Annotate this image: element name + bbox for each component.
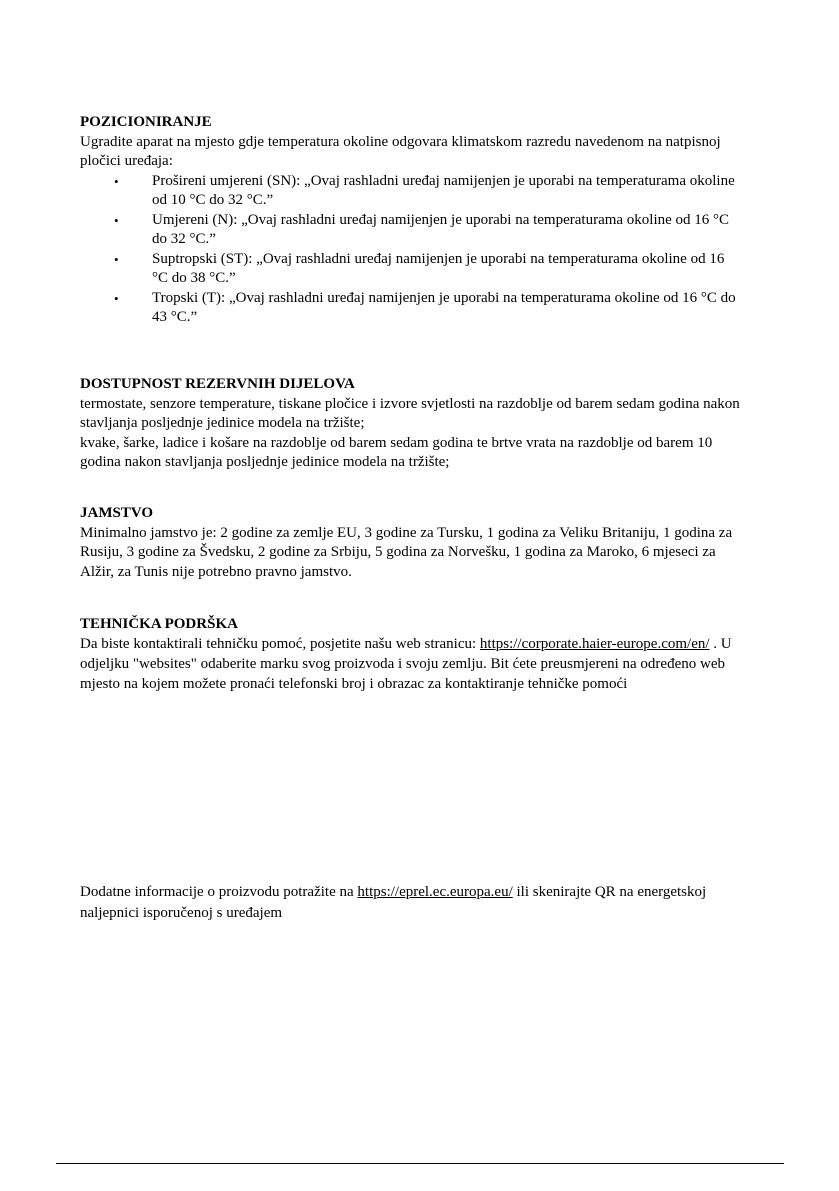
climate-class-list [80,172,740,328]
support-text-after: . U odjeljku "websites" odaberite marku svog proizvoda i svoju zemlju. Bit ćete preusmjereni na određeno web mjesto na kojem možete pronaći telefonski broj i obrazac za kontaktiranje tehničke pomoći [80,636,732,692]
list-item [80,172,740,211]
bullet-icon: • [114,251,119,267]
section-title-support: TEHNIČKA PODRŠKA [80,616,238,632]
bullet-icon: • [114,290,119,306]
more-info-text [80,882,740,924]
section-positioning [80,113,740,328]
climate-class-t: Tropski (T): „Ovaj rashladni uređaj namijenjen je uporabi na temperaturama okoline od 16 °C do 43 °C.” [152,289,736,325]
support-text-before: Da biste kontaktirali tehničku pomoć, posjetite našu web stranicu: [80,636,480,652]
section-warranty [80,504,740,582]
warranty-text: Minimalno jamstvo je: 2 godine za zemlje EU, 3 godine za Tursku, 1 godina za Veliku Britaniju, 1 godina za Rusiju, 3 godine za Švedsku, 2 godine za Srbiju, 5 godina za Norvešku, 1 godina za Maroko, 6 mjeseci za Alžir, za Tunis nije potrebno pravno jamstvo. [80,524,733,580]
eprel-link[interactable]: https://eprel.ec.europa.eu/ [357,884,513,900]
support-website-link[interactable]: https://corporate.haier-europe.com/en/ [479,636,710,652]
support-text [80,634,740,694]
section-support [80,614,740,694]
positioning-intro: Ugradite aparat na mjesto gdje temperatura okoline odgovara klimatskom razredu navedenom na natpisnoj pločici uređaja: [80,133,721,169]
footer-divider [56,1163,784,1164]
section-spare-parts [80,375,740,473]
section-title-spare-parts: DOSTUPNOST REZERVNIH DIJELOVA [80,376,355,392]
climate-class-n: Umjereni (N): „Ovaj rashladni uređaj namijenjen je uporabi na temperaturama okoline od 16 °C do 32 °C.” [152,211,730,247]
section-title-warranty: JAMSTVO [80,505,154,521]
bullet-icon: • [114,212,119,228]
spare-parts-line-1: termostate, senzore temperature, tiskane pločice i izvore svjetlosti na razdoblje od barem sedam godina nakon stavljanja posljednje jedinice modela na tržište; [80,395,740,431]
spare-parts-line-2: kvake, šarke, ladice i košare na razdoblje od barem sedam godina te brtve vrata na razdoblje od barem 10 godina nakon stavljanja posljednje jedinice modela na tržište; [80,434,713,470]
list-item [80,211,740,250]
list-item [80,250,740,289]
section-title-positioning: POZICIONIRANJE [80,114,212,130]
climate-class-st: Suptropski (ST): „Ovaj rashladni uređaj namijenjen je uporabi na temperaturama okoline od 16 °C do 38 °C.” [152,250,725,286]
more-info-text-before: Dodatne informacije o proizvodu potražite na [80,884,358,900]
section-more-info [80,882,740,924]
more-info-text-after: ili skenirajte QR na energetskoj naljepnici isporučenoj s uređajem [80,884,707,921]
climate-class-sn: Prošireni umjereni (SN): „Ovaj rashladni uređaj namijenjen je uporabi na temperaturama okoline od 10 °C do 32 °C.” [152,172,735,208]
list-item [80,289,740,328]
bullet-icon: • [114,173,119,189]
